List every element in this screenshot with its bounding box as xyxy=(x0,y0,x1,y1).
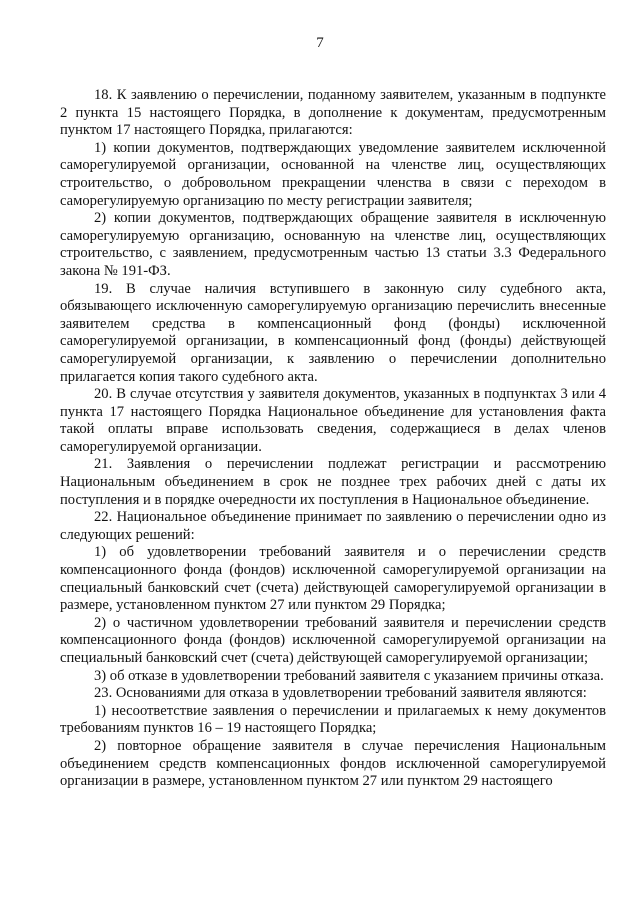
paragraph-18-item-1: 1) копии документов, подтверждающих уведомление заявителем исключенной саморегулируемой организации, основанной на членстве лиц, осуществляющих строительство, о добровольном прекращении членства в связи с переходом в саморегулируемую организацию по месту регистрации заявителя; xyxy=(60,139,606,209)
paragraph-18-item-2: 2) копии документов, подтверждающих обращение заявителя в исключенную саморегулируемую организацию, основанную на членстве лиц, осуществляющих строительство, с заявлением, предусмотренным частью 13 статьи 3.3 Федерального закона № 191-ФЗ. xyxy=(60,210,606,279)
page-number: 7 xyxy=(316,35,324,51)
paragraph-19: 19. В случае наличия вступившего в законную силу судебного акта, обязывающего исключенную саморегулируемую организацию перечислить внесенные заявителем средства в компенсационный фонд (фонды) исключенной саморегулируемой организации, в компенсационный фонд (фонды) действующей саморегулируемой организации, к заявлению о перечислении дополнительно прилагается копия такого судебного акта. xyxy=(60,280,606,385)
paragraph-18: 18. К заявлению о перечислении, поданному заявителем, указанным в подпункте 2 пункта 15 настоящего Порядка, в дополнение к документам, предусмотренным пунктом 17 настоящего Порядка, прилагаются: xyxy=(60,87,606,139)
document-body xyxy=(60,87,606,791)
paragraph-23: 23. Основаниями для отказа в удовлетворении требований заявителя являются: xyxy=(94,685,587,702)
paragraph-23-item-1: 1) несоответствие заявления о перечислении и прилагаемых к нему документов требованиям пунктов 16 – 19 настоящего Порядка; xyxy=(60,702,606,737)
paragraph-22-item-2: 2) о частичном удовлетворении требований заявителя и перечислении средств компенсационного фонда (фондов) исключенной саморегулируемой организации на специальный банковский счет (счета) действующей саморегулируемой организации; xyxy=(60,614,606,666)
paragraph-22: 22. Национальное объединение принимает по заявлению о перечислении одно из следующих решений: xyxy=(60,509,606,543)
paragraph-22-item-1: 1) об удовлетворении требований заявителя и о перечислении средств компенсационного фонда (фондов) исключенной саморегулируемой организации на специальный банковский счет (счета) действующей саморегулируемой организации в размере, установленном пунктом 27 или пунктом 29 Порядка; xyxy=(60,544,606,614)
paragraph-21: 21. Заявления о перечислении подлежат регистрации и рассмотрению Национальным объединением в срок не позднее трех рабочих дней с даты их поступления и в порядке очередности их поступления в Национальное объединение. xyxy=(60,456,606,508)
paragraph-20: 20. В случае отсутствия у заявителя документов, указанных в подпунктах 3 или 4 пункта 17 настоящего Порядка Национальное объединение для установления факта такой оплаты вправе использовать сведения, содержащиеся в делах членов саморегулируемой организации. xyxy=(60,386,606,455)
paragraph-22-item-3: 3) об отказе в удовлетворении требований заявителя с указанием причины отказа. xyxy=(94,667,604,684)
paragraph-23-item-2: 2) повторное обращение заявителя в случае перечисления Национальным объединением средств компенсационных фондов исключенной саморегулируемой организации в размере, установленном пунктом 27 или пунктом 29 настоящего xyxy=(60,737,606,790)
